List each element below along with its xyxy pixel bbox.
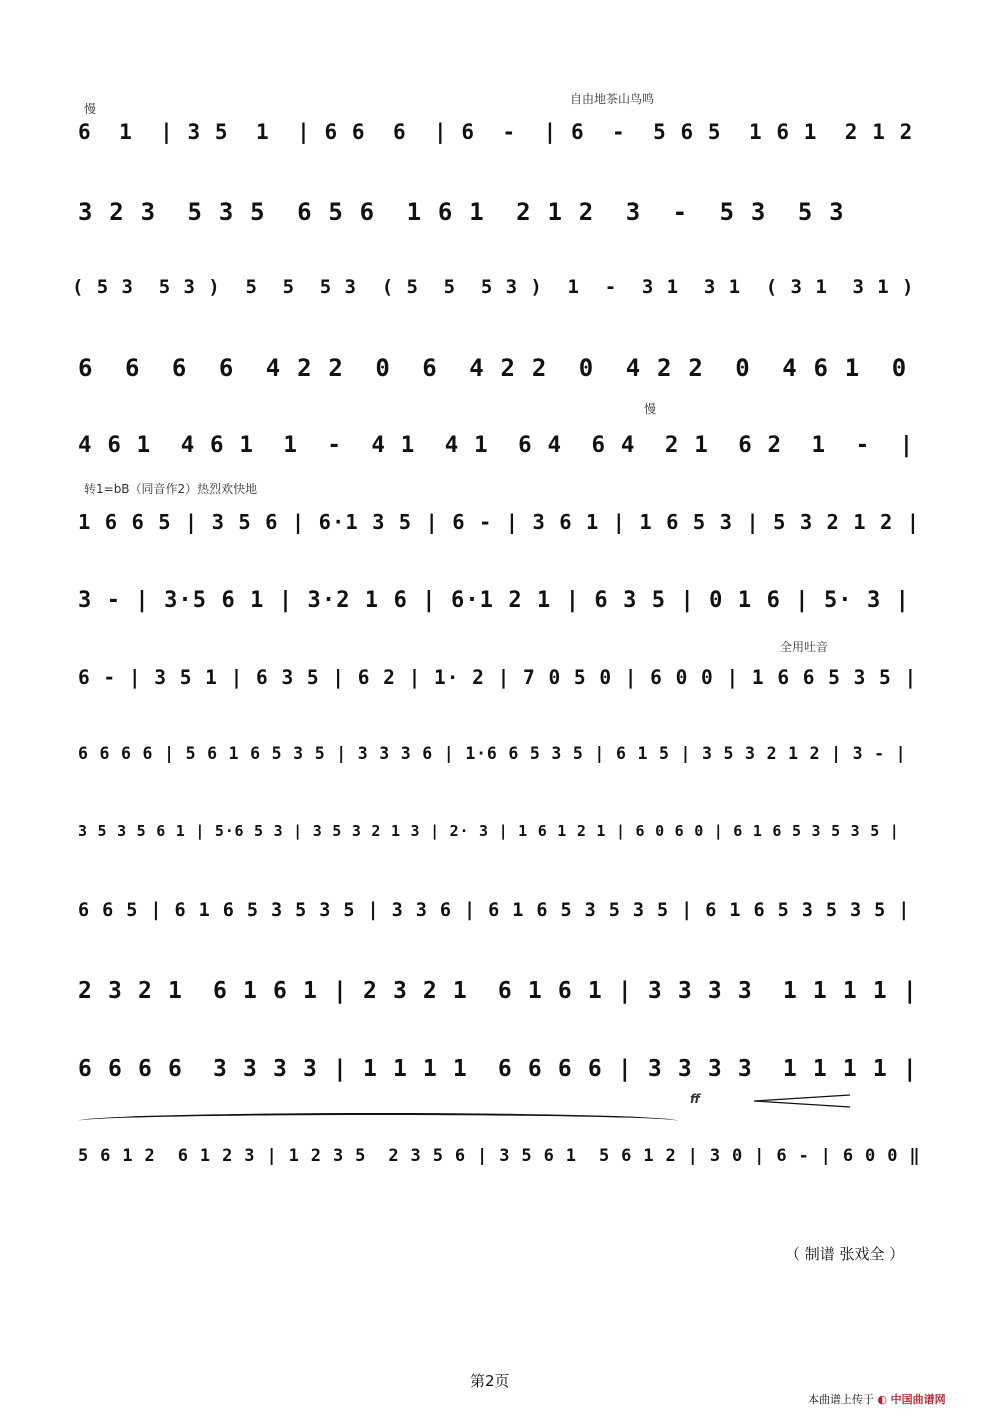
notation-line: 4 6 1 4 6 1 1 - 4 1 4 1 6 4 6 4 2 1 6 2 1 - | (78, 432, 915, 458)
score-row-12 (72, 960, 932, 1030)
dynamic-marking: ff (690, 1092, 700, 1106)
slur-line (78, 1113, 678, 1129)
notation-line: 2 3 2 1 6 1 6 1 | 2 3 2 1 6 1 6 1 | 3 3 3 3 1 1 1 1 | (78, 978, 918, 1004)
score-row-3 (72, 258, 932, 328)
score-row-11 (72, 882, 932, 952)
notation-line: 3 5 3 5 6 1 | 5·6 5 3 | 3 5 3 2 1 3 | 2· 3 | 1 6 1 2 1 | 6 0 6 0 | 6 1 6 5 3 5 3 5 | (78, 822, 900, 840)
crescendo-hairpin (752, 1094, 850, 1108)
notation-line: 6 - | 3 5 1 | 6 3 5 | 6 2 | 1· 2 | 7 0 5 0 | 6 0 0 | 1 6 6 5 3 5 | (78, 666, 918, 689)
score-row-10 (72, 804, 932, 874)
notation-line: 1 6 6 5 | 3 5 6 | 6·1 3 5 | 6 - | 3 6 1 | 1 6 5 3 | 5 3 2 1 2 | (78, 510, 921, 534)
upload-footer (808, 1391, 946, 1407)
notation-line: 6 6 5 | 6 1 6 5 3 5 3 5 | 3 3 6 | 6 1 6 5 3 5 3 5 | 6 1 6 5 3 5 3 5 | (78, 900, 911, 921)
notation-line: 6 6 6 6 3 3 3 3 | 1 1 1 1 6 6 6 6 | 3 3 3 3 1 1 1 1 | (78, 1056, 918, 1082)
notation-line: 6 6 6 6 4 2 2 0 6 4 2 2 0 4 2 2 0 4 6 1 0 (78, 354, 908, 382)
score-row-8 (72, 640, 932, 718)
notation-line: 5 6 1 2 6 1 2 3 | 1 2 3 5 2 3 5 6 | 3 5 6 1 5 6 1 2 | 3 0 | 6 - | 6 0 0 ‖ (78, 1146, 921, 1166)
footer-prefix: 本曲谱上传于 (808, 1393, 874, 1406)
score-row-2 (72, 180, 932, 250)
score-row-14 (72, 1092, 932, 1198)
site-name: 中国曲谱网 (890, 1393, 946, 1406)
score-row-4 (72, 336, 932, 406)
notation-line: 3 - | 3·5 6 1 | 3·2 1 6 | 6·1 2 1 | 6 3 5 | 0 1 6 | 5· 3 | (78, 588, 911, 613)
score-row-1 (72, 92, 932, 172)
technique-annotation: 全用吐音 (780, 640, 829, 654)
expression-annotation: 自由地茶山鸟鸣 (570, 92, 655, 106)
page-number: 第2页 (470, 1372, 510, 1390)
score-row-5 (72, 402, 932, 484)
tempo-annotation: 慢 (84, 102, 97, 116)
score-row-7 (72, 570, 932, 640)
score-row-6 (72, 482, 932, 562)
score-row-9 (72, 726, 932, 796)
site-logo-icon: ◐ (877, 1393, 888, 1406)
notation-line: 6 1 | 3 5 1 | 6 6 6 | 6 - | 6 - 5 6 5 1 6 1 2 1 2 (78, 120, 914, 144)
notation-line: 3 2 3 5 3 5 6 5 6 1 6 1 2 1 2 3 - 5 3 5 3 (78, 198, 845, 226)
tempo-annotation: 慢 (644, 402, 657, 416)
arranger-credit: （ 制谱 张戏全 ） (785, 1245, 905, 1263)
notation-line: ( 5 3 5 3 ) 5 5 5 3 ( 5 5 5 3 ) 1 - 3 1 3 1 ( 3 1 3 1 ) (72, 276, 915, 298)
key-change-annotation: 转1=bB（同音作2）热烈欢快地 (84, 482, 258, 496)
notation-line: 6 6 6 6 | 5 6 1 6 5 3 5 | 3 3 3 6 | 1·6 6 5 3 5 | 6 1 5 | 3 5 3 2 1 2 | 3 - | (78, 744, 907, 763)
